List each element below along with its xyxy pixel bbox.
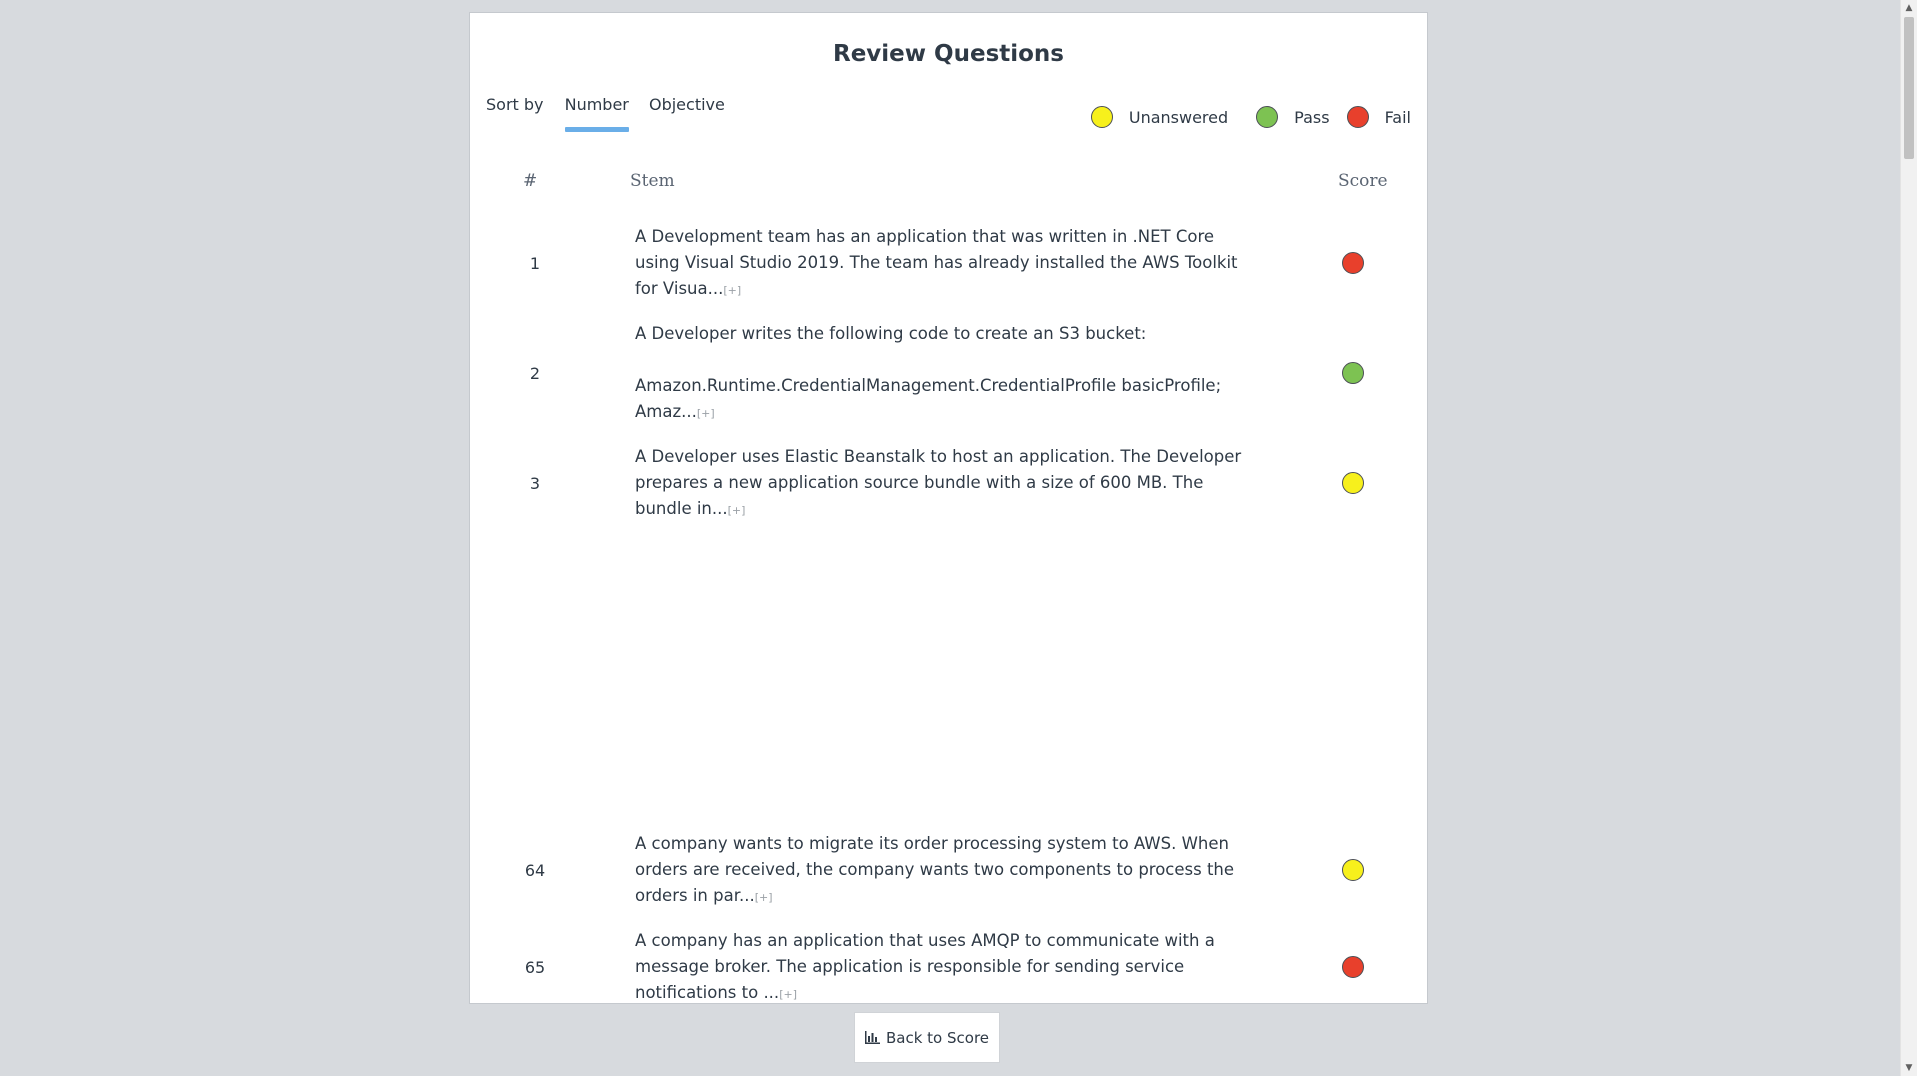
expand-link[interactable]: [+] bbox=[696, 407, 715, 420]
fail-status-icon bbox=[1342, 252, 1364, 274]
question-stem: A Developer writes the following code to create an S3 bucket: Amazon.Runtime.CredentialManagement.CredentialProfile basicProfile; Amaz...[+] bbox=[635, 324, 1222, 421]
fail-dot-icon bbox=[1347, 106, 1369, 128]
sort-label: Sort by bbox=[486, 95, 544, 114]
sort-bar bbox=[486, 95, 740, 114]
legend-unanswered: Unanswered bbox=[1128, 107, 1229, 127]
bar-chart-icon bbox=[865, 1031, 880, 1044]
legend-pass: Pass bbox=[1294, 107, 1330, 127]
expand-link[interactable]: [+] bbox=[723, 284, 742, 297]
expand-link[interactable]: [+] bbox=[754, 891, 773, 904]
question-stem: A Development team has an application that was written in .NET Core using Visual Studio 2019. The team has already installed the AWS Toolkit for Visua...[+] bbox=[635, 227, 1243, 298]
review-card bbox=[469, 12, 1428, 1004]
question-number: 1 bbox=[529, 254, 541, 273]
scroll-up-icon[interactable]: ▲ bbox=[1905, 3, 1913, 13]
scrollbar-thumb[interactable] bbox=[1904, 17, 1914, 159]
expand-link[interactable]: [+] bbox=[779, 988, 797, 1001]
question-stem: A company wants to migrate its order processing system to AWS. When orders are received, the company wants two components to process the orders in par...[+] bbox=[635, 834, 1240, 905]
column-header-score: Score bbox=[1338, 171, 1388, 191]
pass-dot-icon bbox=[1256, 106, 1278, 128]
question-number: 64 bbox=[524, 861, 546, 880]
column-header-stem: Stem bbox=[630, 171, 675, 191]
unanswered-dot-icon bbox=[1091, 106, 1113, 128]
page-title: Review Questions bbox=[833, 41, 1064, 67]
fail-status-icon bbox=[1342, 956, 1364, 978]
question-number: 65 bbox=[524, 958, 546, 977]
question-number: 3 bbox=[529, 474, 541, 493]
question-stem: A Developer uses Elastic Beanstalk to host an application. The Developer prepares a new application source bundle with a size of 600 MB. The bundle in...[+] bbox=[635, 447, 1247, 518]
vertical-scrollbar[interactable] bbox=[1900, 0, 1917, 1076]
unanswered-status-icon bbox=[1342, 472, 1364, 494]
column-header-number: # bbox=[523, 171, 538, 191]
scroll-down-icon[interactable]: ▼ bbox=[1905, 1063, 1913, 1073]
expand-link[interactable]: [+] bbox=[727, 504, 746, 517]
pass-status-icon bbox=[1342, 362, 1364, 384]
legend-fail: Fail bbox=[1384, 107, 1411, 127]
question-number: 2 bbox=[529, 364, 541, 383]
back-to-score-label: Back to Score bbox=[885, 1028, 990, 1047]
tab-number[interactable]: Number bbox=[564, 95, 629, 114]
back-to-score-button[interactable] bbox=[854, 1012, 1000, 1063]
unanswered-status-icon bbox=[1342, 859, 1364, 881]
score-legend bbox=[1091, 106, 1411, 128]
question-stem: A company has an application that uses AMQP to communicate with a message broker. The application is responsible for sending service notifications to ...[+] bbox=[635, 931, 1221, 1002]
tab-objective[interactable]: Objective bbox=[648, 95, 725, 114]
